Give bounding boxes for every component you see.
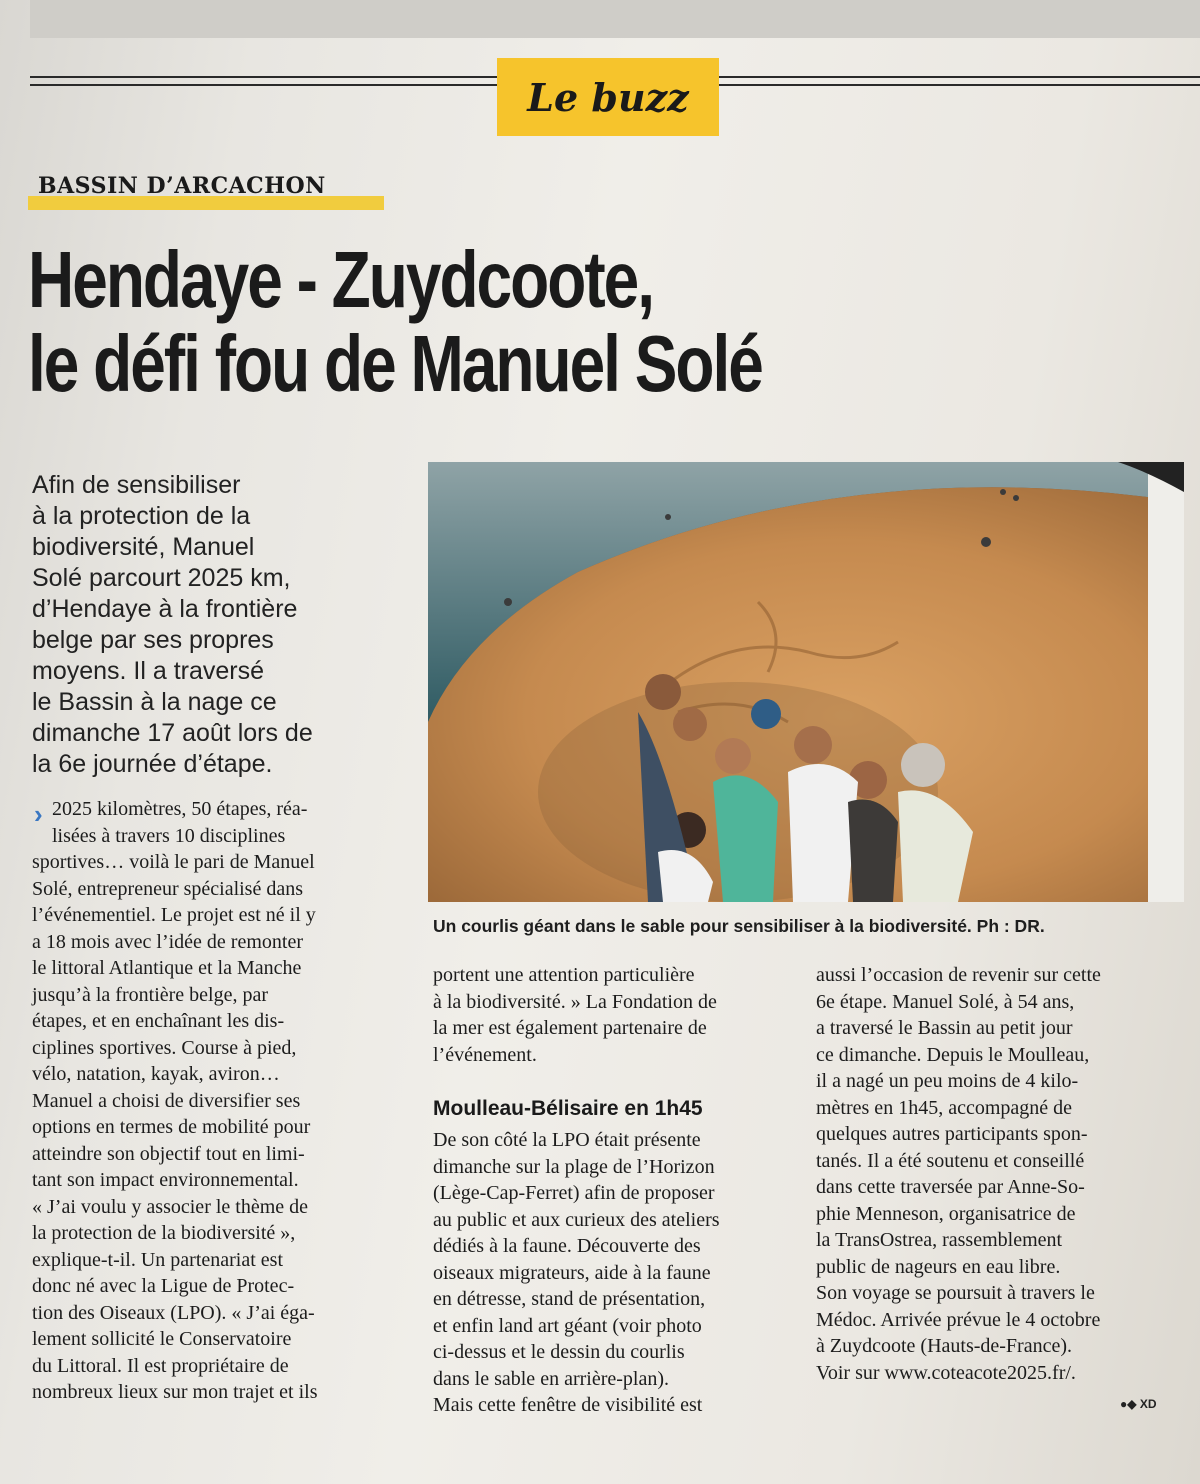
body-line: phie Menneson, organisatrice de	[816, 1202, 1076, 1225]
body-line: la mer est également partenaire de	[433, 1017, 707, 1039]
standfirst-line: Solé parcourt 2025 km,	[32, 564, 291, 592]
body-line: jusqu’à la frontière belge, par	[32, 983, 269, 1006]
headline-line-2: le défi fou de Manuel Solé	[28, 319, 762, 408]
author-signature	[1120, 1397, 1156, 1411]
standfirst-line: moyens. Il a traversé	[32, 657, 265, 685]
body-line: au public et aux curieux des ateliers	[433, 1208, 720, 1231]
body-line: à Zuydcoote (Hauts-de-France).	[816, 1335, 1072, 1357]
body-line: portent une attention particulière	[433, 964, 695, 986]
body-line: ce dimanche. Depuis le Moulleau,	[816, 1043, 1090, 1066]
body-line: et enfin land art géant (voir photo	[433, 1314, 702, 1337]
body-column-1	[32, 796, 318, 1406]
body-line: tion des Oiseaux (LPO). « J’ai éga-	[32, 1301, 315, 1324]
body-line: lisées à travers 10 disciplines	[52, 824, 286, 847]
body-line: a 18 mois avec l’idée de remonter	[32, 930, 303, 953]
body-line: étapes, et en enchaînant les dis-	[32, 1010, 285, 1032]
body-line: la protection de la biodiversité »,	[32, 1222, 296, 1244]
body-line: vélo, natation, kayak, aviron…	[32, 1063, 280, 1085]
body-line: Médoc. Arrivée prévue le 4 octobre	[816, 1308, 1101, 1331]
body-line: nombreux lieux sur mon trajet et ils	[32, 1381, 318, 1403]
body-line: 6e étape. Manuel Solé, à 54 ans,	[816, 990, 1075, 1013]
standfirst-line: biodiversité, Manuel	[32, 533, 255, 561]
body-line: Mais cette fenêtre de visibilité est	[433, 1394, 703, 1416]
body-line: atteindre son objectif tout en limi-	[32, 1142, 305, 1165]
body-line: explique-t-il. Un partenariat est	[32, 1248, 284, 1271]
body-line: (Lège-Cap-Ferret) afin de proposer	[433, 1182, 715, 1204]
body-line: il a nagé un peu moins de 4 kilo-	[816, 1070, 1079, 1092]
body-column-3	[816, 962, 1101, 1386]
body-line: dimanche sur la plage de l’Horizon	[433, 1155, 715, 1178]
body-line: oiseaux migrateurs, aide à la faune	[433, 1261, 711, 1284]
chevron-right-icon: ›	[34, 799, 43, 829]
headline-line-1: Hendaye - Zuydcoote,	[28, 235, 653, 324]
standfirst-line: dimanche 17 août lors de	[32, 719, 313, 747]
standfirst-line: Afin de sensibiliser	[32, 471, 241, 499]
body-line: sportives… voilà le pari de Manuel	[32, 851, 315, 873]
body-line: dans le sable en arrière-plan).	[433, 1367, 669, 1390]
subheading: Moulleau-Bélisaire en 1h45	[433, 1097, 703, 1120]
standfirst-line: belge par ses propres	[32, 626, 274, 654]
body-line: options en termes de mobilité pour	[32, 1116, 311, 1138]
rubric-label: Le buzz	[497, 58, 719, 136]
body-line: Son voyage se poursuit à travers le	[816, 1282, 1095, 1304]
standfirst-line: d’Hendaye à la frontière	[32, 595, 298, 623]
body-line: Voir sur www.coteacote2025.fr/.	[816, 1361, 1076, 1384]
body-line: Manuel a choisi de diversifier ses	[32, 1089, 301, 1112]
end-of-article-icon: ●◆	[1120, 1397, 1140, 1411]
body-line: dédiés à la faune. Découverte des	[433, 1235, 701, 1257]
body-column-2-bottom	[433, 1127, 720, 1419]
body-line: public de nageurs en eau libre.	[816, 1255, 1061, 1278]
body-line: lement sollicité le Conservatoire	[32, 1328, 292, 1350]
standfirst	[32, 470, 402, 780]
body-line: mètres en 1h45, accompagné de	[816, 1096, 1073, 1119]
body-line: quelques autres participants spon-	[816, 1123, 1088, 1145]
body-line: ci-dessus et le dessin du courlis	[433, 1341, 685, 1363]
body-line: dans cette traversée par Anne-So-	[816, 1176, 1085, 1198]
author-initials: XD	[1139, 1397, 1157, 1411]
photo-caption: Un courlis géant dans le sable pour sensibiliser à la biodiversité. Ph : DR.	[433, 916, 1045, 936]
body-line: De son côté la LPO était présente	[433, 1129, 701, 1151]
kicker-label: BASSIN D’ARCACHON	[38, 173, 326, 199]
standfirst-line: à la protection de la	[32, 502, 251, 530]
body-line: en détresse, stand de présentation,	[433, 1288, 706, 1310]
body-line: tanés. Il a été soutenu et conseillé	[816, 1149, 1085, 1172]
previous-article-strip	[30, 0, 1200, 38]
body-line: à la biodiversité. » La Fondation de	[433, 990, 717, 1013]
body-column-2-top	[433, 962, 717, 1068]
body-line: l’événementiel. Le projet est né il y	[32, 904, 316, 926]
body-line: Solé, entrepreneur spécialisé dans	[32, 877, 304, 900]
body-line: a traversé le Bassin au petit jour	[816, 1017, 1073, 1039]
body-line: donc né avec la Ligue de Protec-	[32, 1275, 295, 1297]
body-line: tant son impact environnemental.	[32, 1169, 299, 1191]
body-line: « J’ai voulu y associer le thème de	[32, 1195, 309, 1218]
body-line: aussi l’occasion de revenir sur cette	[816, 964, 1101, 986]
body-line: le littoral Atlantique et la Manche	[32, 957, 302, 979]
body-line: du Littoral. Il est propriétaire de	[32, 1354, 289, 1377]
body-line: l’événement.	[433, 1043, 537, 1066]
body-line: 2025 kilomètres, 50 étapes, réa-	[52, 798, 308, 820]
standfirst-line: le Bassin à la nage ce	[32, 688, 277, 716]
headline	[28, 235, 948, 408]
body-line: la TransOstrea, rassemblement	[816, 1229, 1063, 1251]
body-line: ciplines sportives. Course à pied,	[32, 1036, 297, 1059]
standfirst-line: la 6e journée d’étape.	[32, 750, 273, 778]
beach-group-photo	[428, 462, 1184, 902]
